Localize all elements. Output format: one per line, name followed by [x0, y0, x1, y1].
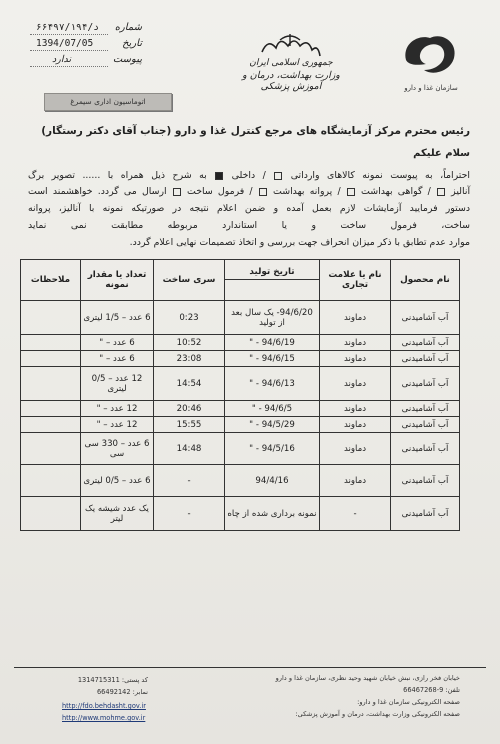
- cell-serial: 0:23: [154, 301, 225, 335]
- meta-attachment-row: [30, 54, 142, 67]
- letter-line-5: موارد عدم تطابق با ذکر میزان انحراف جهت بررسی و اتخاذ تصمیمات نهایی اعلام گردد.: [129, 237, 470, 248]
- cell-serial: 10:52: [154, 335, 225, 351]
- meta-number-label: شماره: [114, 22, 142, 33]
- cell-date: 94/5/29 - ": [225, 417, 320, 433]
- logo-caption: سازمان غذا و دارو: [404, 84, 458, 92]
- table-row: [21, 401, 460, 417]
- cell-date: 94/5/16 - ": [225, 433, 320, 465]
- footer-site1: صفحه الکترونیکی سازمان غذا و دارو:: [357, 698, 460, 706]
- samples-table: [20, 259, 460, 531]
- cell-qty: 6 عدد – 330 سی سی: [81, 433, 154, 465]
- meta-attachment-value: ندارد: [52, 54, 72, 65]
- cell-date: 94/6/15 - ": [225, 351, 320, 367]
- cell-qty: 6 عدد – ": [81, 351, 154, 367]
- header-quantity: تعداد یا مقدار نمونه: [81, 260, 154, 301]
- line2-part-d: / فرمول ساخت: [187, 186, 253, 197]
- cell-brand: دماوند: [320, 417, 391, 433]
- cell-serial: 23:08: [154, 351, 225, 367]
- cell-name: آب آشامیدنی: [391, 401, 460, 417]
- cell-brand: دماوند: [320, 433, 391, 465]
- line1-part-a: احتراماً، به پیوست نمونه کالاهای وارداتی: [290, 170, 471, 181]
- cell-notes: [21, 351, 81, 367]
- footer-url1[interactable]: http://fdo.behdasht.gov.ir: [62, 702, 146, 710]
- header-date-subline: [225, 279, 319, 294]
- cell-brand: -: [320, 497, 391, 531]
- cell-name: آب آشامیدنی: [391, 301, 460, 335]
- cell-notes: [21, 335, 81, 351]
- cell-name: آب آشامیدنی: [391, 497, 460, 531]
- table-row: [21, 335, 460, 351]
- cell-serial: -: [154, 497, 225, 531]
- ministry-line1: جمهوری اسلامی ایران: [249, 58, 333, 68]
- footer-postal: کد پستی: 1314715311: [77, 676, 148, 684]
- meta-number-line: [30, 34, 108, 35]
- cell-name: آب آشامیدنی: [391, 433, 460, 465]
- line2-part-c: / پروانه بهداشت: [273, 186, 341, 197]
- cell-brand: دماوند: [320, 465, 391, 497]
- cell-notes: [21, 433, 81, 465]
- header-production-date: [225, 260, 320, 301]
- line2-part-a: آنالیز: [451, 186, 471, 197]
- table-body: [21, 301, 460, 531]
- checkbox-health-cert-icon: [347, 188, 355, 196]
- meta-date-value: 1394/07/05: [36, 38, 94, 49]
- cell-qty: 6 عدد – ": [81, 335, 154, 351]
- line1-part-b: / داخلی: [231, 170, 266, 181]
- checkbox-formula-icon: [173, 188, 181, 196]
- letter-greeting: سلام علیکم: [413, 148, 470, 159]
- line1-part-c: به شرح ذیل همراه با ...... تصویر برگ: [28, 170, 207, 181]
- cell-serial: 20:46: [154, 401, 225, 417]
- ministry-header: [236, 58, 346, 92]
- table-header-row: [21, 260, 460, 301]
- cell-serial: -: [154, 465, 225, 497]
- cell-qty: 6 عدد – 1/5 لیتری: [81, 301, 154, 335]
- letter-line-4: ساخت، فرمول ساخت و یا استاندارد مربوطه مطابقت نمی نماید: [28, 220, 470, 231]
- header-notes: ملاحظات: [21, 260, 81, 301]
- cell-qty: 12 عدد – ": [81, 417, 154, 433]
- fdo-logo-icon: [398, 30, 462, 78]
- letter-line-3: دستور فرمایید آزمایشات لازم بعمل آمده و ضمن اعلام نتیجه در صورتیکه نمونه با آنالیز، پروانه: [28, 203, 470, 214]
- cell-name: آب آشامیدنی: [391, 465, 460, 497]
- cell-name: آب آشامیدنی: [391, 367, 460, 401]
- cell-qty: 6 عدد – 0/5 لیتری: [81, 465, 154, 497]
- table-row: [21, 465, 460, 497]
- cell-notes: [21, 367, 81, 401]
- table-row: [21, 351, 460, 367]
- table-row: [21, 497, 460, 531]
- meta-attachment-line: [30, 66, 108, 67]
- meta-date-row: [30, 38, 142, 51]
- meta-date-label: تاریخ: [122, 38, 142, 49]
- footer-site2: صفحه الکترونیکی وزارت بهداشت، درمان و آموزش پزشکی:: [295, 710, 460, 718]
- line2-part-e: ارسال می گردد. خواهشمند است: [28, 186, 167, 197]
- letter-addressee: رئیس محترم مرکز آزمایشگاه های مرجع کنترل غذا و دارو (جناب آقای دکتر رستگار): [41, 125, 470, 137]
- cell-qty: 12 عدد – 0/5 لیتری: [81, 367, 154, 401]
- meta-date-line: [30, 50, 108, 51]
- footer-address: خیابان فخر رازی، نبش خیابان شهید وحید نظری، سازمان غذا و دارو: [275, 674, 460, 682]
- cell-qty: 12 عدد – ": [81, 401, 154, 417]
- footer-rule: [14, 667, 486, 668]
- cell-brand: دماوند: [320, 335, 391, 351]
- meta-number-value: ۶۶۴۹۷/۱۹۴/د: [36, 22, 99, 33]
- table-row: [21, 301, 460, 335]
- cell-name: آب آشامیدنی: [391, 351, 460, 367]
- cell-name: آب آشامیدنی: [391, 335, 460, 351]
- cell-notes: [21, 497, 81, 531]
- cell-name: آب آشامیدنی: [391, 417, 460, 433]
- cell-date: 94/4/16: [225, 465, 320, 497]
- cell-date: 94/6/20- یک سال بعد از تولید: [225, 301, 320, 335]
- table-row: [21, 433, 460, 465]
- cell-date: 94/6/5 - ": [225, 401, 320, 417]
- cell-notes: [21, 301, 81, 335]
- cell-notes: [21, 417, 81, 433]
- cell-serial: 14:54: [154, 367, 225, 401]
- cell-brand: دماوند: [320, 301, 391, 335]
- line2-part-b: / گواهی بهداشت: [361, 186, 431, 197]
- meta-attachment-label: پیوست: [112, 54, 142, 65]
- header-production-date-label: تاریخ تولید: [249, 266, 295, 277]
- cell-date: 94/6/13 - ": [225, 367, 320, 401]
- header-batch: سری ساخت: [154, 260, 225, 301]
- footer-url2[interactable]: http://www.mohme.gov.ir: [62, 714, 146, 722]
- header-brand: نام یا علامت تجاری: [320, 260, 391, 301]
- cell-serial: 14:48: [154, 433, 225, 465]
- letter-meta: [30, 22, 142, 78]
- footer-fax: نمابر: 66492142: [96, 688, 148, 696]
- ministry-line2: وزارت بهداشت، درمان و آموزش پزشکی: [242, 70, 340, 92]
- letter-line-1: [28, 170, 470, 181]
- table-row: [21, 417, 460, 433]
- cell-notes: [21, 401, 81, 417]
- cell-qty: یک عدد شیشه یک لیتر: [81, 497, 154, 531]
- cell-serial: 15:55: [154, 417, 225, 433]
- cell-notes: [21, 465, 81, 497]
- cell-brand: دماوند: [320, 401, 391, 417]
- checkbox-import-icon: [274, 172, 282, 180]
- checkbox-analysis-icon: [437, 188, 445, 196]
- header-product-name: نام محصول: [391, 260, 460, 301]
- cell-brand: دماوند: [320, 367, 391, 401]
- cell-date: نمونه برداری شده از چاه: [225, 497, 320, 531]
- meta-number-row: [30, 22, 142, 35]
- checkbox-health-license-icon: [259, 188, 267, 196]
- cell-brand: دماوند: [320, 351, 391, 367]
- automation-stamp: اتوماسیون اداری سیمرغ: [44, 93, 172, 111]
- checkbox-domestic-checked-icon: [215, 172, 223, 180]
- letter-line-2: [28, 186, 470, 197]
- footer-phone: تلفن: 9-66467268: [403, 686, 460, 694]
- table-row: [21, 367, 460, 401]
- cell-date: 94/6/19 - ": [225, 335, 320, 351]
